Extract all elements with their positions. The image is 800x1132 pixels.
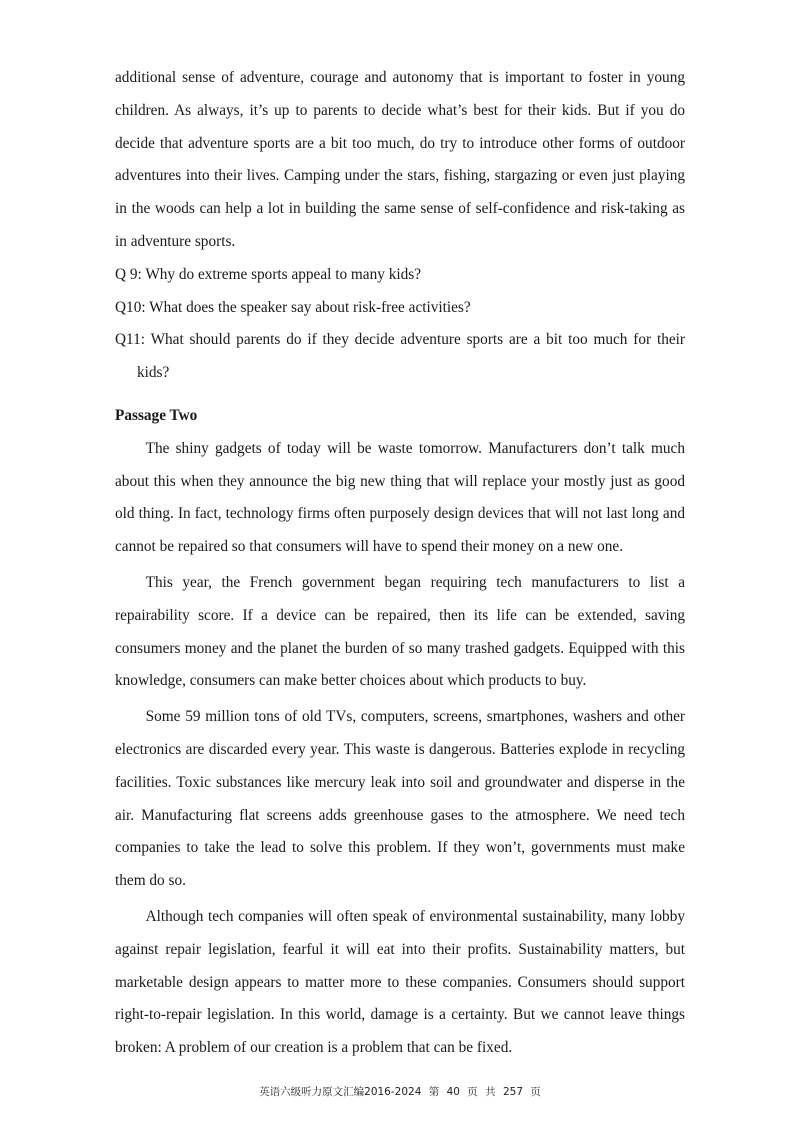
intro-paragraph: additional sense of adventure, courage and autonomy that is important to foster in young children. As always, it’s up to parents to decide what’s best for their kids. But if you do decide that adventure sports are a bit too much, do try to introduce other forms of outdoor adventures into their lives. Camping under the stars, fishing, stargazing or even just playing in the woods can help a lot in building the same sense of self-confidence and risk-taking as in adventure sports. [115,69,685,250]
passage-paragraph: The shiny gadgets of today will be waste tomorrow. Manufacturers don’t talk much about this when they announce the big new thing that will replace your mostly just as good old thing. In fact, technology firms often purposely design devices that will not last long and cannot be repaired so that consumers will have to spend their money on a new one. [115,439,685,556]
document-body [115,62,685,1065]
footer-page-prefix: 第 [428,1086,440,1098]
page-footer [0,1084,800,1099]
footer-page-word: 页 [467,1086,478,1098]
passage-paragraph: This year, the French government began requiring tech manufacturers to list a repairability score. If a device can be repaired, then its life can be extended, saving consumers money and the planet the burden of so many trashed gadgets. Equipped with this knowledge, consumers can make better choices about which products to buy. [115,573,685,690]
question-9: Q 9: Why do extreme sports appeal to many kids? [115,265,422,283]
section-heading: Passage Two [115,406,198,424]
footer-total-pages: 257 [502,1086,524,1098]
question-11: Q11: What should parents do if they decide adventure sports are a bit too much for their kids? [115,331,685,382]
footer-book-title: 英语六级听力原文汇编2016-2024 [259,1086,422,1098]
footer-total-prefix: 共 [485,1086,496,1098]
footer-current-page: 40 [446,1086,460,1098]
passage-paragraph: Although tech companies will often speak of environmental sustainability, many lobby against repair legislation, fearful it will eat into their profits. Sustainability matters, but marketable design appears to matter more to these companies. Consumers should support right-to-repair legislation. In this world, damage is a certainty. But we cannot leave things broken: A problem of our creation is a problem that can be fixed. [115,907,685,1057]
question-10: Q10: What does the speaker say about risk-free activities? [115,298,471,316]
passage-paragraph: Some 59 million tons of old TVs, computers, screens, smartphones, washers and other electronics are discarded every year. This waste is dangerous. Batteries explode in recycling facilities. Toxic substances like mercury leak into soil and groundwater and disperse in the air. Manufacturing flat screens adds greenhouse gases to the atmosphere. We need tech companies to take the lead to solve this problem. If they won’t, governments must make them do so. [115,708,685,890]
footer-total-suffix: 页 [530,1086,541,1098]
